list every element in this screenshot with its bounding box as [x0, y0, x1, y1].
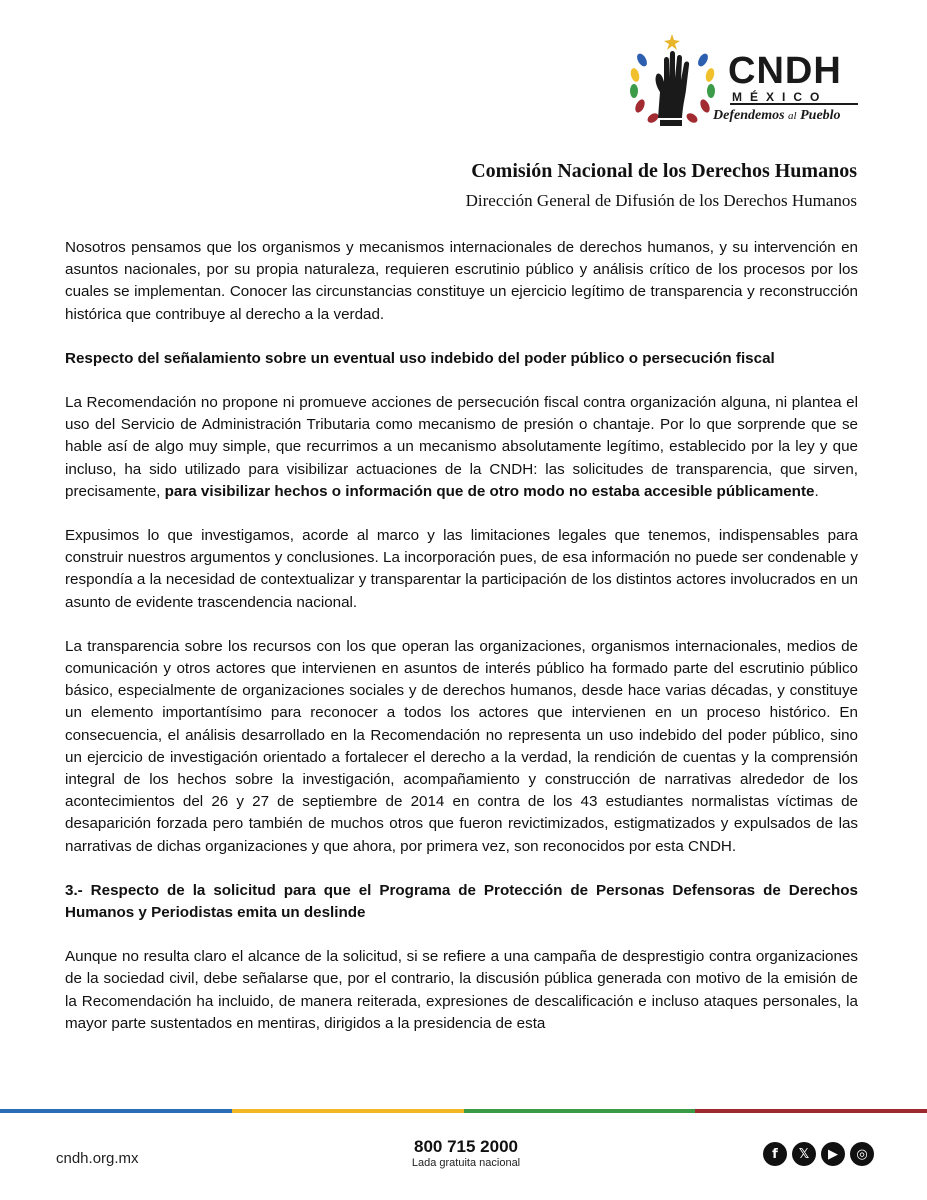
logo-motto-word-2: al: [788, 110, 797, 122]
footer-bar-red: [695, 1109, 927, 1113]
footer-bar-green: [464, 1109, 696, 1113]
institution-subtitle: Dirección General de Difusión de los Derechos Humanos: [465, 191, 857, 210]
footer-bar-blue: [0, 1109, 232, 1113]
section-heading-fiscal: Respecto del señalamiento sobre un eventual uso indebido del poder público o persecución fiscal: [65, 349, 775, 367]
paragraph-1: Nosotros pensamos que los organismos y mecanismos internacionales de derechos humanos, y su intervención en asuntos nacionales, por su propia naturaleza, requieren escrutinio público y análisis crítico de los procesos por los cuales se implementan. Conocer las circunstancias constituye un ejercicio legítimo de transparencia y reconstrucción histórica que contribuye al derecho a la verdad.: [65, 239, 858, 323]
logo-wordmark: CNDH: [728, 50, 842, 92]
x-icon[interactable]: 𝕏: [792, 1142, 816, 1166]
youtube-icon[interactable]: ▶: [821, 1142, 845, 1166]
logo-motto-word-1: Defendemos: [713, 108, 785, 123]
paragraph-2: [65, 392, 858, 503]
institution-title: Comisión Nacional de los Derechos Humanos: [471, 160, 857, 182]
cndh-logo: [620, 30, 870, 135]
instagram-icon[interactable]: ◎: [850, 1142, 874, 1166]
facebook-icon[interactable]: f: [763, 1142, 787, 1166]
paragraph-2-emphasis: para visibilizar hechos o información que de otro modo no estaba accesible públicamente: [164, 482, 815, 500]
logo-motto-word-3: Pueblo: [800, 108, 841, 123]
paragraph-4: La transparencia sobre los recursos con los que operan las organizaciones, organismos internacionales, medios de comunicación y otros actores que intervienen en asuntos de interés público ha formado parte del escrutinio público básico, especialmente de organizaciones sociales y de derechos humanos, desde hace varias décadas, y constituye un elemento importantísimo para reconocer a todos los actores que intervienen en un proceso histórico. En consecuencia, el análisis desarrollado en la Recomendación no representa un uso indebido del poder público, sino un ejercicio de investigación orientado a fortalecer el derecho a la verdad, la rendición de cuentas y la comprensión integral de los hechos sobre la investigación, acompañamiento y construcción de narrativas alrededor de los acontecimientos del 26 y 27 de septiembre de 2014 en contra de los 43 estudiantes normalistas víctimas de desaparición forzada pero también de muchos otros que fueron revictimizados, estigmatizados y expulsados de las narrativas de dichas organizaciones y que ahora, por primera vez, son reconocidos por esta CNDH.: [65, 637, 858, 855]
section-heading-3: 3.- Respecto de la solicitud para que el Programa de Protección de Personas Defensoras de Derechos Humanos y Periodistas emita un deslinde: [65, 881, 858, 922]
document-body: [65, 237, 858, 1057]
social-links: [763, 1142, 874, 1166]
footer-website: cndh.org.mx: [56, 1150, 139, 1167]
footer-phone-note: Lada gratuita nacional: [411, 1157, 521, 1169]
footer-color-bar: [0, 1109, 927, 1113]
logo-country: MÉXICO: [732, 90, 828, 104]
paragraph-3: Expusimos lo que investigamos, acorde al marco y las limitaciones legales que tenemos, indispensables para construir nuestros argumentos y conclusiones. La incorporación pues, de esa información no puede ser condenable y respondía a la necesidad de contextualizar y transparentar la participación de los distintos actores involucrados en un asunto de evidente trascendencia nacional.: [65, 527, 858, 611]
logo-motto: [713, 108, 841, 124]
footer-bar-yellow: [232, 1109, 464, 1113]
paragraph-5: Aunque no resulta claro el alcance de la solicitud, si se refiere a una campaña de desprestigio contra organizaciones de la sociedad civil, debe señalarse que, por el contrario, la discusión pública generada con motivo de la emisión de la Recomendación ha incluido, de manera reiterada, expresiones de descalificación e incluso ataques personales, la mayor parte sustentados en mentiras, dirigidos a la presidencia de esta: [65, 948, 858, 1032]
raised-hand-emblem-icon: [620, 30, 725, 130]
paragraph-2-end: .: [814, 482, 819, 500]
footer-phone: 800 715 2000: [414, 1137, 518, 1156]
paragraph-2-text: La Recomendación no propone ni promueve acciones de persecución fiscal contra organización alguna, ni plantea el uso del Servicio de Administración Tributaria como mecanismo de presión o chantaje. Por lo que sorprende que se hable así de algo muy simple, que recurrimos a un mecanismo absolutamente legítimo, establecido por la ley y que incluso, ha sido utilizado para visibilizar actuaciones de la CNDH: las solicitudes de transparencia, que sirven, precisamente,: [65, 394, 858, 500]
